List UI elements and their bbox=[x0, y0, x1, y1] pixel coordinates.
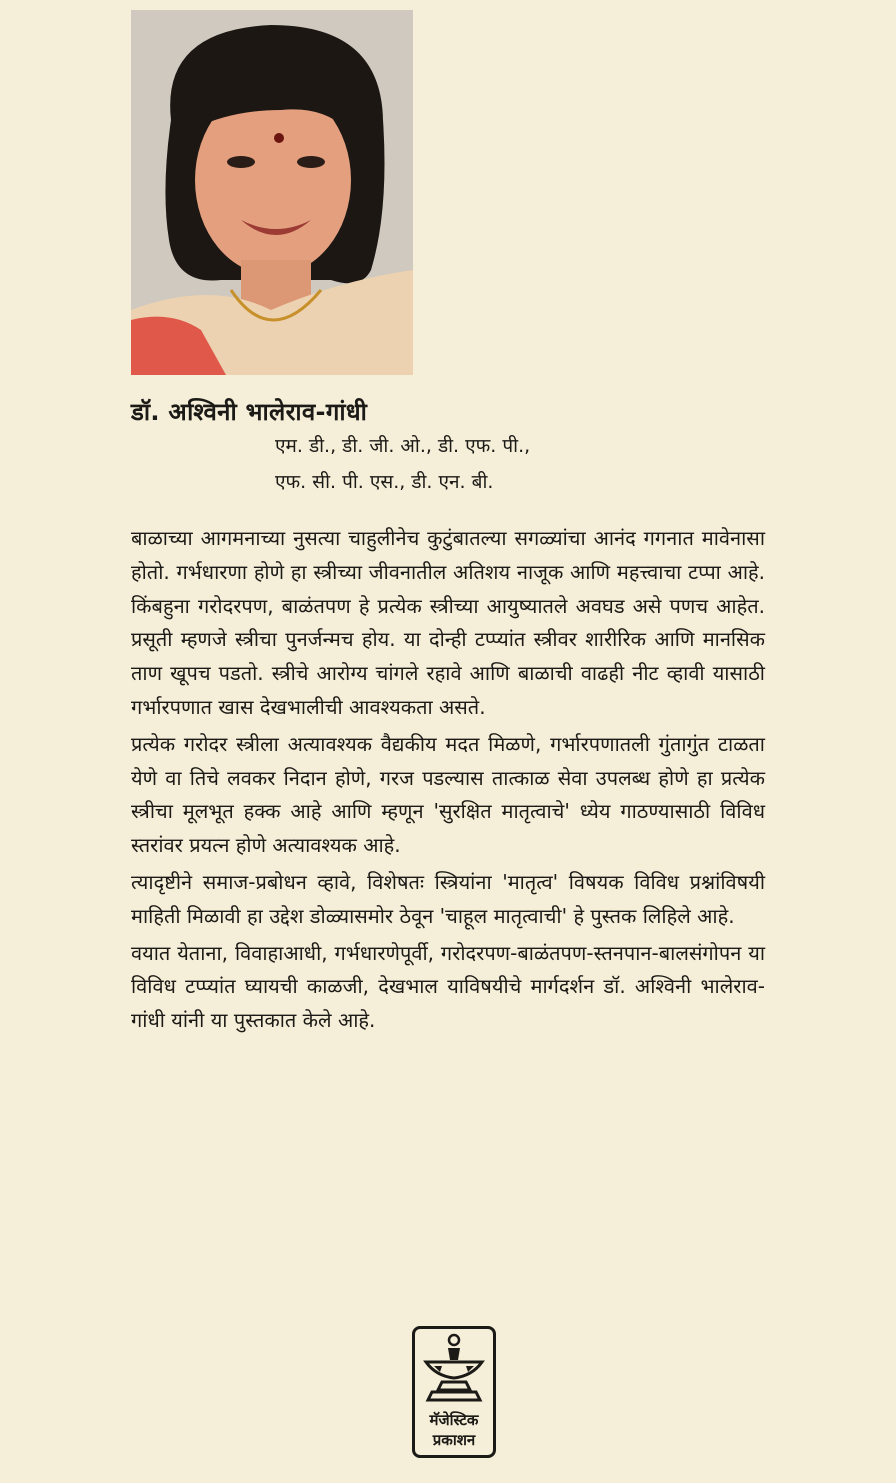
publisher-name-line-1: मॅजेस्टिक bbox=[429, 1411, 479, 1429]
blurb-paragraph-3: त्यादृष्टीने समाज-प्रबोधन व्हावे, विशेषतः स्त्रियांना 'मातृत्व' विषयक विविध प्रश्नांविषयी माहिती मिळावी हा उद्देश डोळ्यासमोर ठेवून 'चाहूल मातृत्वाची' हे पुस्तक लिहिले आहे. bbox=[131, 869, 765, 928]
author-name: डॉ. अश्विनी भालेराव-गांधी bbox=[131, 398, 368, 426]
lamp-icon bbox=[412, 1326, 496, 1410]
blurb-text bbox=[131, 522, 765, 1041]
blurb-paragraph-2: प्रत्येक गरोदर स्त्रीला अत्यावश्यक वैद्यकीय मदत मिळणे, गर्भारपणातली गुंतागुंत टाळता येणे वा तिचे लवकर निदान होणे, गरज पडल्यास तात्काळ सेवा उपलब्ध होणे हा प्रत्येक स्त्रीचा मूलभूत हक्क आहे आणि म्हणून 'सुरक्षित मातृत्वाचे' ध्येय गाठण्यासाठी विविध स्तरांवर प्रयत्न होणे अत्यावश्यक आहे. bbox=[131, 731, 765, 858]
author-photo bbox=[131, 10, 413, 375]
publisher-logo bbox=[412, 1326, 496, 1458]
blurb-paragraph-4: वयात येताना, विवाहाआधी, गर्भधारणेपूर्वी, गरोदरपण-बाळंतपण-स्तनपान-बालसंगोपन या विविध टप्प्यांत घ्यायची काळजी, देखभाल याविषयीचे मार्गदर्शन डॉ. अश्विनी भालेराव-गांधी यांनी या पुस्तकात केले आहे. bbox=[131, 940, 765, 1033]
author-degrees-line-1: एम. डी., डी. जी. ओ., डी. एफ. पी., bbox=[275, 435, 531, 457]
blurb-paragraph-1: बाळाच्या आगमनाच्या नुसत्या चाहुलीनेच कुटुंबातल्या सगळ्यांचा आनंद गगनात मावेनासा होतो. गर्भधारणा होणे हा स्त्रीच्या जीवनातील अतिशय नाजूक आणि महत्त्वाचा टप्पा आहे. किंबहुना गरोदरपण, बाळंतपण हे प्रत्येक स्त्रीच्या आयुष्यातले अवघड असे पणच आहेत. प्रसूती म्हणजे स्त्रीचा पुनर्जन्मच होय. या दोन्ही टप्प्यांत स्त्रीवर शारीरिक आणि मानसिक ताण खूपच पडतो. स्त्रीचे आरोग्य चांगले रहावे आणि बाळाची वाढही नीट व्हावी यासाठी गर्भारपणात खास देखभालीची आवश्यकता असते. bbox=[131, 526, 765, 719]
publisher-name-line-2: प्रकाशन bbox=[432, 1431, 476, 1449]
author-degrees-line-2: एफ. सी. पी. एस., डी. एन. बी. bbox=[275, 471, 494, 493]
